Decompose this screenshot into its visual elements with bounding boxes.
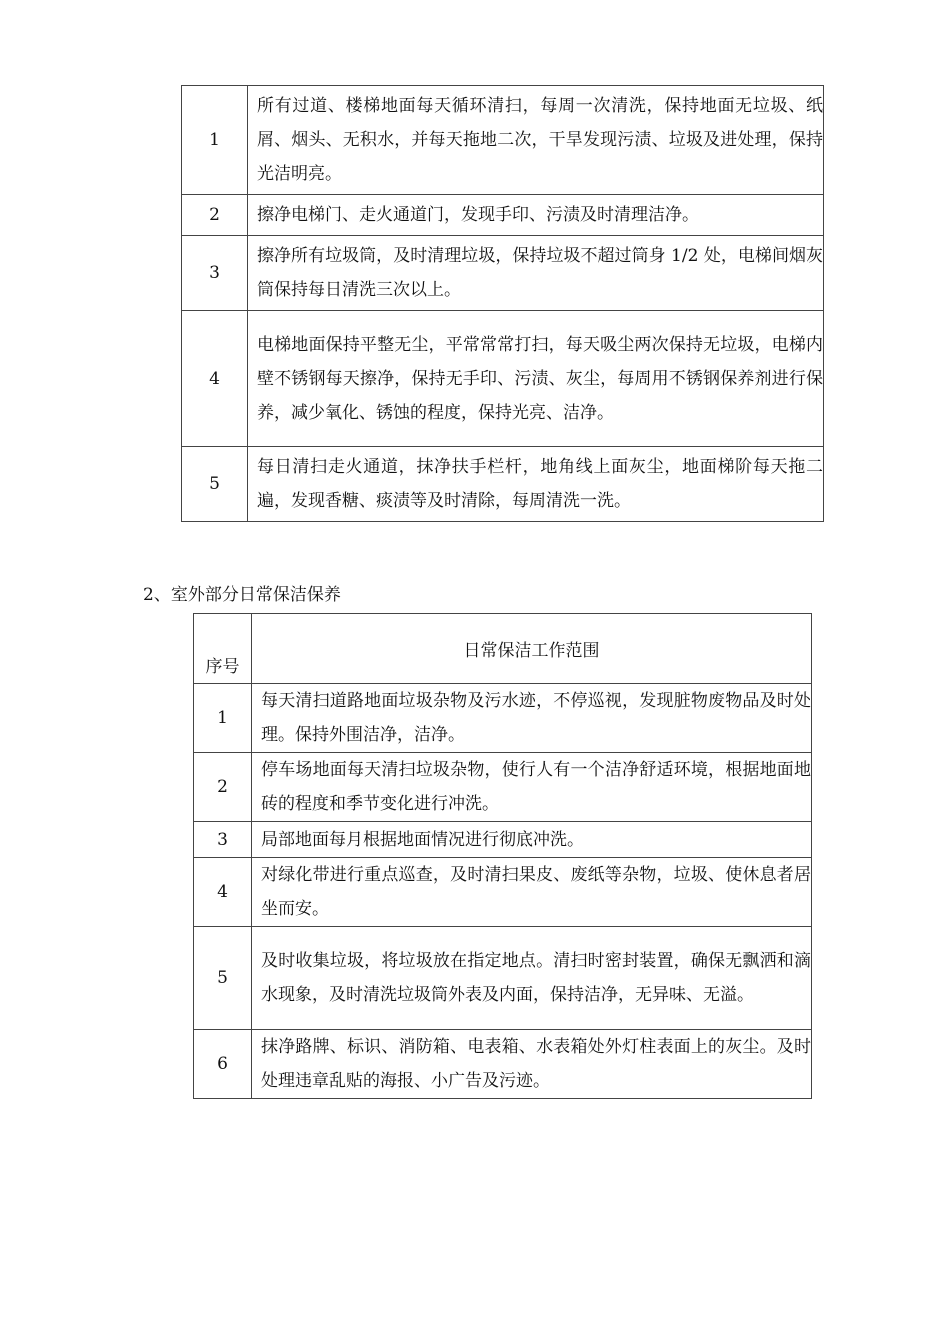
row-text: 每天清扫道路地面垃圾杂物及污水迹，不停巡视，发现脏物废物品及时处理。保持外围洁净，洁净。	[252, 684, 812, 753]
outdoor-cleaning-table	[193, 613, 812, 1099]
row-text: 每日清扫走火通道，抹净扶手栏杆，地角线上面灰尘，地面梯阶每天拖二遍，发现香糖、痰渍等及时清除，每周清洗一洗。	[248, 447, 824, 522]
table-row	[182, 447, 824, 522]
indoor-cleaning-table	[181, 85, 824, 522]
row-number: 1	[182, 86, 248, 195]
row-number: 5	[182, 447, 248, 522]
table-row	[194, 753, 812, 822]
table-row	[194, 822, 812, 858]
section-heading: 2、室外部分日常保洁保养	[143, 585, 341, 605]
row-text: 及时收集垃圾，将垃圾放在指定地点。清扫时密封装置，确保无飘洒和滴水现象，及时清洗垃圾筒外表及内面，保持洁净，无异味、无溢。	[252, 927, 812, 1030]
table-header-row	[194, 614, 812, 684]
table-row	[194, 927, 812, 1030]
row-text: 对绿化带进行重点巡查，及时清扫果皮、废纸等杂物，垃圾、使休息者居坐而安。	[252, 858, 812, 927]
table-row	[182, 195, 824, 236]
row-number: 6	[194, 1030, 252, 1099]
table-row	[194, 1030, 812, 1099]
table-row	[182, 236, 824, 311]
column-header-number: 序号	[194, 614, 252, 684]
table-row	[194, 858, 812, 927]
row-text: 擦净所有垃圾筒，及时清理垃圾，保持垃圾不超过筒身 1/2 处，电梯间烟灰筒保持每日清洗三次以上。	[248, 236, 824, 311]
row-text: 电梯地面保持平整无尘，平常常常打扫，每天吸尘两次保持无垃圾，电梯内壁不锈钢每天擦净，保持无手印、污渍、灰尘，每周用不锈钢保养剂进行保养，减少氧化、锈蚀的程度，保持光亮、洁净。	[248, 311, 824, 447]
row-text: 停车场地面每天清扫垃圾杂物，使行人有一个洁净舒适环境，根据地面地砖的程度和季节变化进行冲洗。	[252, 753, 812, 822]
row-text: 所有过道、楼梯地面每天循环清扫，每周一次清洗，保持地面无垃圾、纸屑、烟头、无积水，并每天拖地二次，干旱发现污渍、垃圾及进处理，保持光洁明亮。	[248, 86, 824, 195]
table-row	[182, 86, 824, 195]
row-text: 局部地面每月根据地面情况进行彻底冲洗。	[252, 822, 812, 858]
row-number: 4	[194, 858, 252, 927]
row-number: 2	[194, 753, 252, 822]
column-header-scope: 日常保洁工作范围	[252, 614, 812, 684]
row-number: 3	[194, 822, 252, 858]
row-text: 擦净电梯门、走火通道门，发现手印、污渍及时清理洁净。	[248, 195, 824, 236]
row-number: 1	[194, 684, 252, 753]
row-text: 抹净路牌、标识、消防箱、电表箱、水表箱处外灯柱表面上的灰尘。及时处理违章乱贴的海报、小广告及污迹。	[252, 1030, 812, 1099]
row-number: 5	[194, 927, 252, 1030]
row-number: 3	[182, 236, 248, 311]
table-row	[182, 311, 824, 447]
row-number: 4	[182, 311, 248, 447]
table-row	[194, 684, 812, 753]
row-number: 2	[182, 195, 248, 236]
